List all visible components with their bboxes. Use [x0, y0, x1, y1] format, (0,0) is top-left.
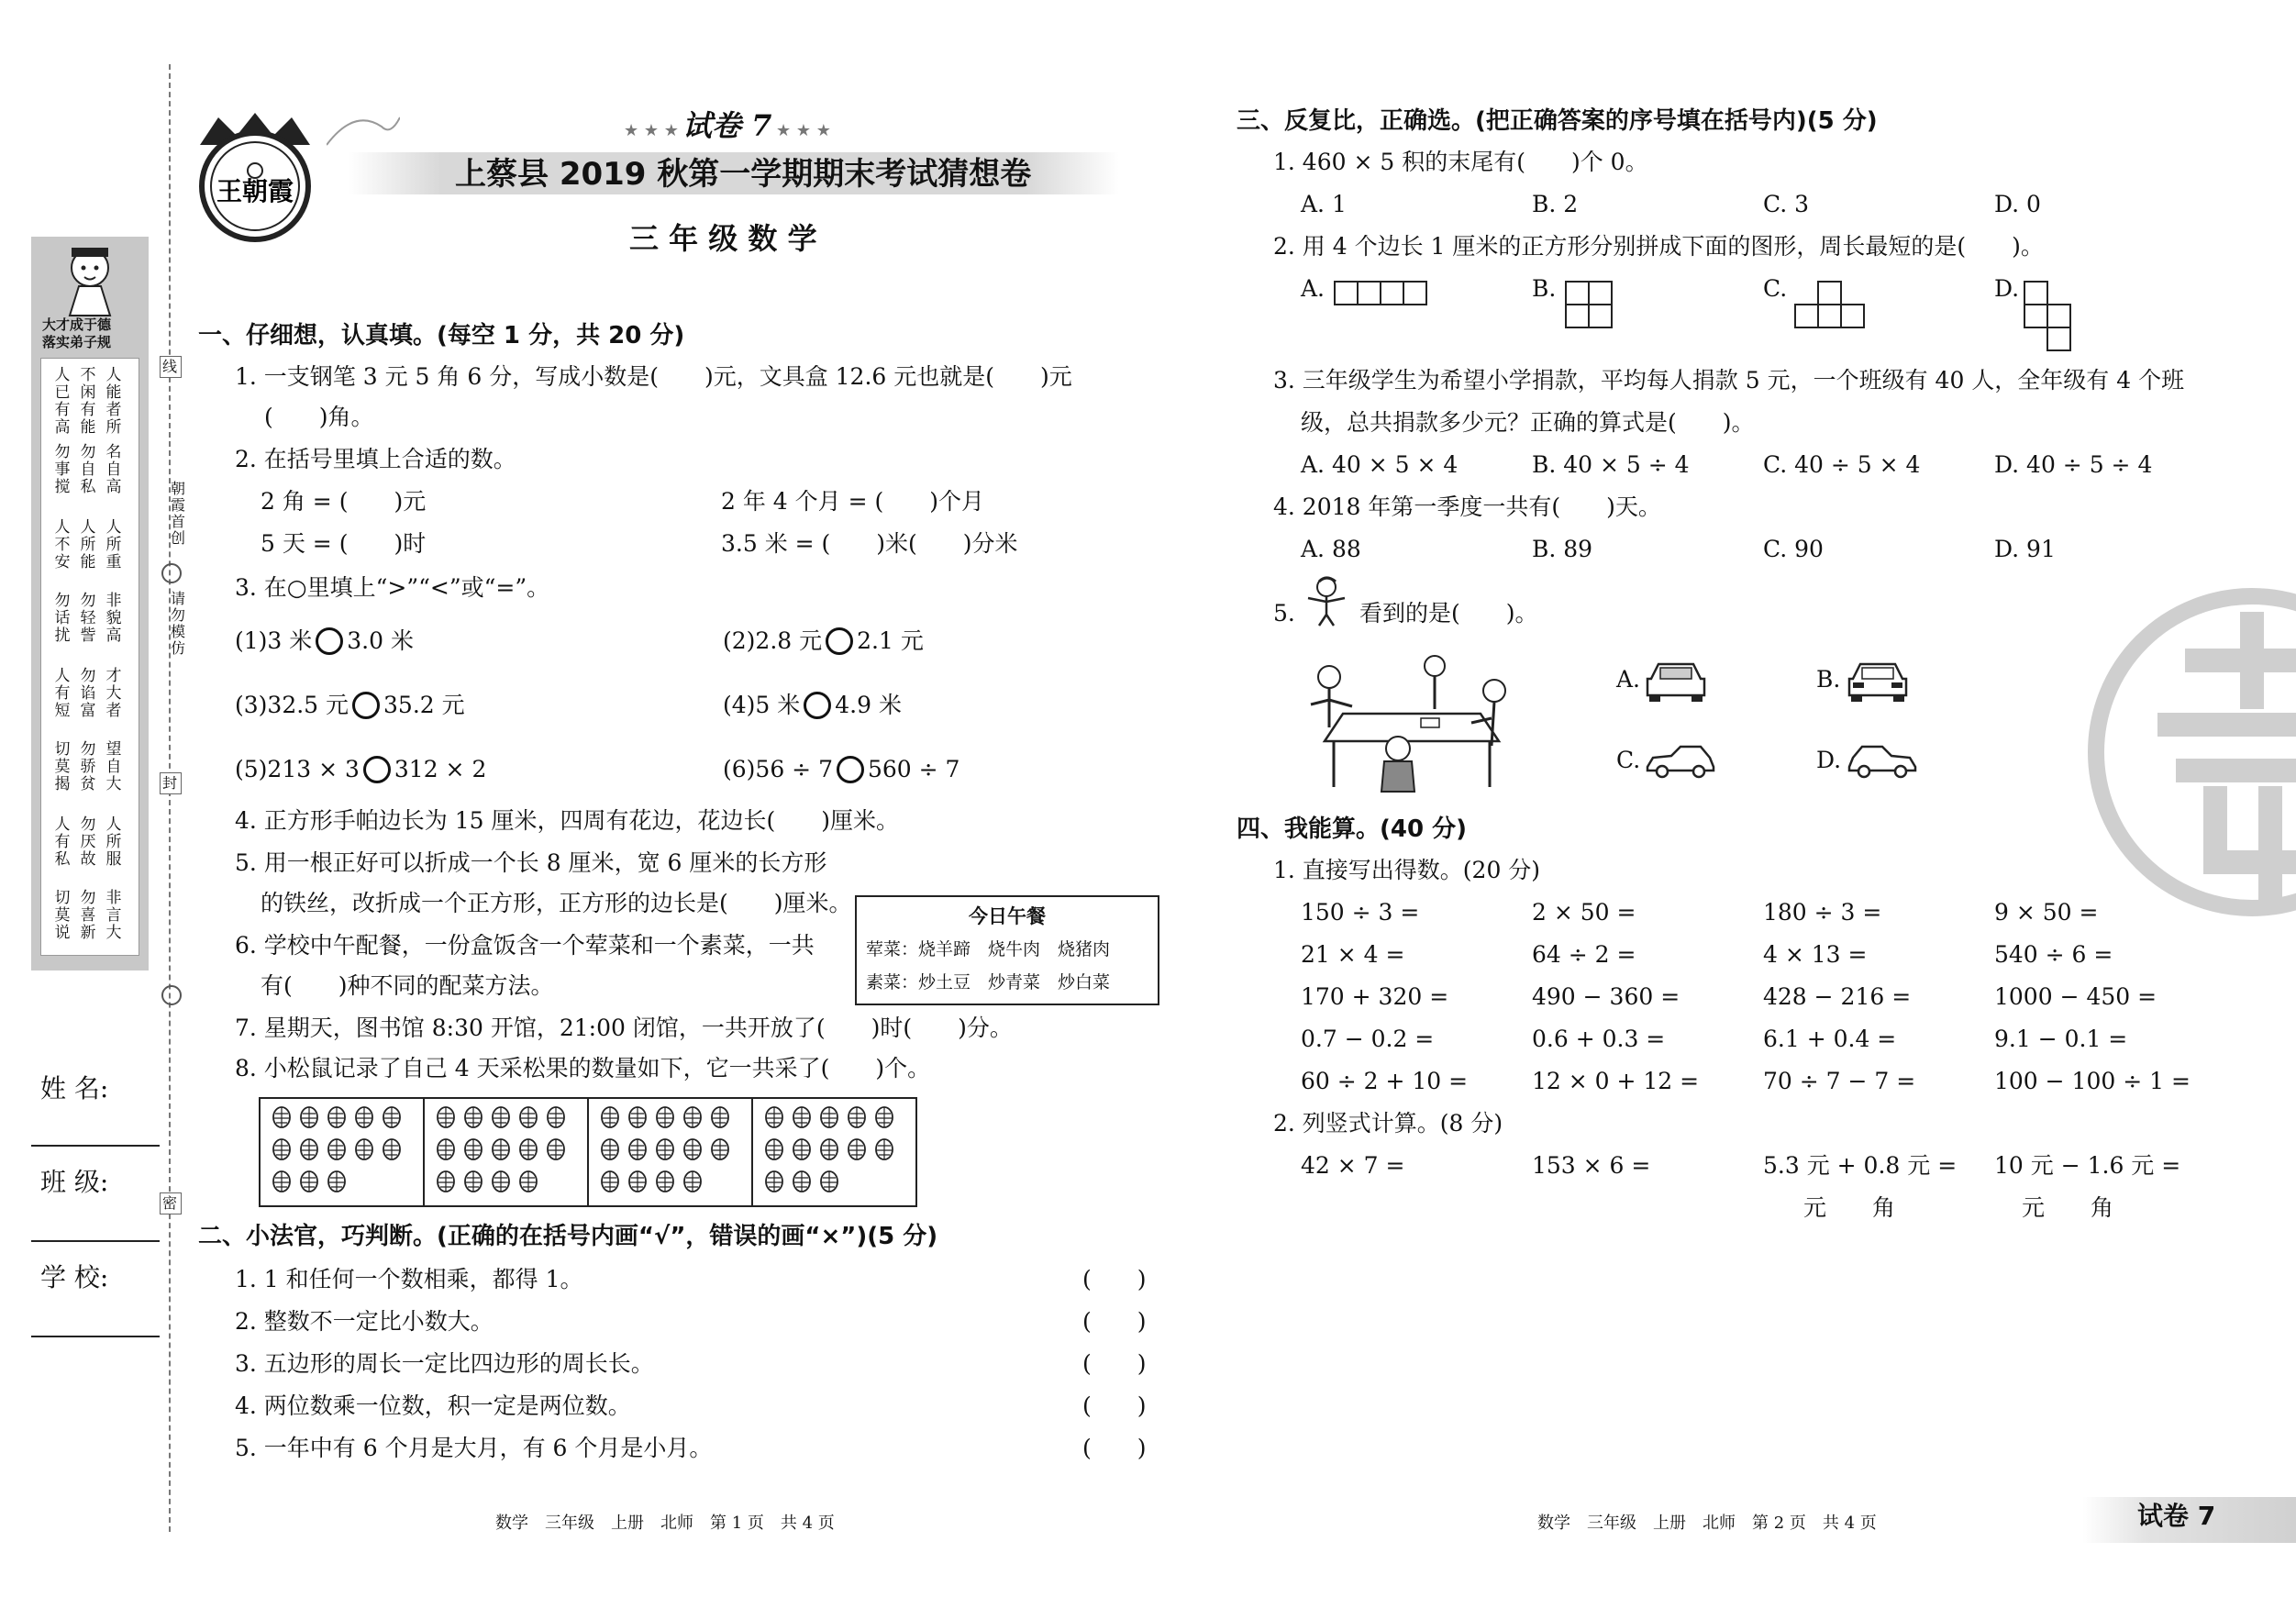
q2-item-a: 2 角 = ( )元 — [261, 488, 427, 515]
s3-q5-opt-a[interactable]: A. — [1616, 666, 1641, 693]
pinecone-icon — [272, 1137, 292, 1160]
s3-q1-opt-b[interactable]: B. 2 — [1532, 191, 1579, 217]
motto-col: 人所能 — [80, 518, 96, 571]
calc-item: 60 ÷ 2 + 10 = — [1301, 1068, 1469, 1094]
binding-label-secret: 密 — [160, 1192, 182, 1214]
motto-col: 才大者 — [105, 667, 122, 720]
s4-sub2: 2. 列竖式计算。(8 分) — [1273, 1110, 1503, 1137]
q3-title: 3. 在○里填上“>”“<”或“=”。 — [235, 574, 550, 601]
pinecone-day — [425, 1099, 589, 1205]
judge-answer-5[interactable]: ( ) — [1082, 1435, 1147, 1461]
pinecone-icon — [600, 1104, 620, 1128]
s3-q2-opt-c[interactable]: C. — [1763, 275, 1788, 302]
calc-item: 12 × 0 + 12 = — [1532, 1068, 1700, 1094]
calc-item: 490 − 360 = — [1532, 983, 1680, 1010]
s3-q4-opt-c[interactable]: C. 90 — [1763, 536, 1824, 562]
q6-line2: 有( )种不同的配菜方法。 — [261, 972, 554, 999]
compare-4: (4)5 米 4.9 米 — [723, 692, 902, 718]
footer-left: 数学 三年级 上册 北师 第 1 页 共 4 页 — [495, 1514, 835, 1533]
s3-q5-text: 看到的是( )。 — [1359, 600, 1538, 627]
pinecone-icon — [655, 1104, 675, 1128]
menu-veg-row: 素菜：炒土豆 炒青菜 炒白菜 — [866, 972, 1111, 993]
school-label: 学 校: — [40, 1262, 109, 1292]
motto-top-2: 落实弟子规 — [42, 334, 112, 350]
motto-col: 勿厌故 — [80, 815, 96, 869]
s3-q5-opt-b[interactable]: B. — [1816, 666, 1841, 693]
calc-item: 1000 − 450 = — [1994, 983, 2157, 1010]
pinecone-icon — [518, 1169, 538, 1192]
yuan-jiao-answer[interactable]: 元 角 — [2022, 1194, 2114, 1221]
binding-label-line: 线 — [160, 356, 182, 378]
compare-5: (5)213 × 3 312 × 2 — [235, 756, 487, 782]
menu-meat-row: 荤菜：烧羊蹄 烧牛肉 烧猪肉 — [866, 939, 1111, 959]
pinecone-icon — [382, 1137, 402, 1160]
menu-title: 今日午餐 — [969, 905, 1046, 927]
school-input-line[interactable] — [31, 1336, 160, 1337]
car-rear-view-icon — [1846, 660, 1910, 703]
motto-col: 人不安 — [54, 518, 71, 571]
judge-item-3: 3. 五边形的周长一定比四边形的周长长。 — [235, 1350, 654, 1377]
pinecone-icon — [518, 1137, 538, 1160]
vertical-calc: 42 × 7 = — [1301, 1152, 1405, 1179]
pinecone-icon — [491, 1137, 511, 1160]
compare-1: (1)3 米 3.0 米 — [235, 627, 414, 654]
pinecone-icon — [463, 1137, 483, 1160]
pinecone-icon — [710, 1137, 730, 1160]
compare-circle[interactable] — [837, 756, 864, 783]
s3-q3-opt-d[interactable]: D. 40 ÷ 5 ÷ 4 — [1994, 451, 2153, 478]
judge-answer-3[interactable]: ( ) — [1082, 1350, 1147, 1377]
s3-q5-number: 5. — [1273, 600, 1295, 627]
judge-item-4: 4. 两位数乘一位数，积一定是两位数。 — [235, 1392, 631, 1419]
s3-q1-opt-c[interactable]: C. 3 — [1763, 191, 1810, 217]
s3-q2: 2. 用 4 个边长 1 厘米的正方形分别拼成下面的图形，周长最短的是( )。 — [1273, 233, 2044, 260]
q2-title: 2. 在括号里填上合适的数。 — [235, 446, 516, 472]
pinecone-icon — [354, 1137, 374, 1160]
s3-q3-opt-a[interactable]: A. 40 × 5 × 4 — [1301, 451, 1459, 478]
star-decoration: ★ ★ ★ — [776, 121, 831, 140]
calc-item: 70 ÷ 7 − 7 = — [1763, 1068, 1916, 1094]
s3-q2-opt-a[interactable]: A. — [1301, 275, 1325, 302]
pinecone-icon — [819, 1137, 839, 1160]
svg-text:王朝霞: 王朝霞 — [216, 176, 294, 206]
pinecone-icon — [272, 1169, 292, 1192]
calc-item: 180 ÷ 3 = — [1763, 899, 1882, 926]
car-front-view-icon — [1644, 660, 1708, 703]
calc-item: 2 × 50 = — [1532, 899, 1636, 926]
q8-text: 8. 小松鼠记录了自己 4 天采松果的数量如下，它一共采了( )个。 — [235, 1055, 931, 1081]
motto-col: 人所重 — [105, 518, 122, 571]
motto-col: 人已有高 — [54, 366, 71, 437]
pinecone-icon — [874, 1104, 894, 1128]
motto-col: 勿喜新 — [80, 889, 96, 942]
s3-q1-opt-d[interactable]: D. 0 — [1994, 191, 2041, 217]
s3-q5-opt-d[interactable]: D. — [1816, 747, 1842, 773]
pinecone-icon — [463, 1104, 483, 1128]
pinecone-icon — [327, 1169, 347, 1192]
motto-col: 勿骄贫 — [80, 740, 96, 793]
swirl-icon — [161, 985, 182, 1005]
pinecone-icon — [382, 1104, 402, 1128]
class-label: 班 级: — [40, 1167, 109, 1197]
pinecone-icon — [655, 1137, 675, 1160]
q1-line2: ( )角。 — [264, 404, 374, 430]
binding-label-seal: 封 — [160, 772, 182, 794]
pinecone-icon — [764, 1104, 784, 1128]
judge-item-5: 5. 一年中有 6 个月是大月，有 6 个月是小月。 — [235, 1435, 713, 1461]
motto-col: 勿谄富 — [80, 667, 96, 720]
pinecone-icon — [546, 1137, 566, 1160]
motto-col: 非貌高 — [105, 592, 122, 645]
q4-text: 4. 正方形手帕边长为 15 厘米，四周有花边，花边长( )厘米。 — [235, 807, 900, 834]
exam-tag: 试卷 7 — [682, 108, 772, 143]
ribbon-decoration — [327, 108, 400, 154]
pinecone-icon — [627, 1137, 648, 1160]
q5-line2: 的铁丝，改折成一个正方形，正方形的边长是( )厘米。 — [261, 890, 852, 916]
judge-answer-4[interactable]: ( ) — [1082, 1392, 1147, 1419]
pinecone-icon — [764, 1137, 784, 1160]
motto-col: 不闲有能 — [80, 366, 96, 437]
calc-item: 9 × 50 = — [1994, 899, 2099, 926]
pinecone-icon — [792, 1169, 812, 1192]
pinecone-icon — [272, 1104, 292, 1128]
exam-title: 上蔡县 2019 秋第一学期期末考试猜想卷 — [455, 156, 1032, 193]
compare-2: (2)2.8 元 2.1 元 — [723, 627, 924, 654]
pinecone-icon — [327, 1137, 347, 1160]
q2-item-b: 2 年 4 个月 = ( )个月 — [721, 488, 985, 515]
pinecone-icon — [792, 1137, 812, 1160]
calc-item: 4 × 13 = — [1763, 941, 1868, 968]
motto-col: 切莫说 — [54, 889, 71, 942]
pinecone-icon — [491, 1104, 511, 1128]
s4-sub1: 1. 直接写出得数。(20 分) — [1273, 857, 1541, 883]
secret-seal-watermark — [2087, 587, 2296, 917]
pinecone-icon — [546, 1104, 566, 1128]
vertical-calc: 10 元 − 1.6 元 = — [1994, 1152, 2181, 1179]
pinecone-icon — [655, 1169, 675, 1192]
section-2-title: 二、小法官，巧判断。(正确的在括号内画“√”，错误的画“×”)(5 分) — [198, 1223, 938, 1250]
pinecone-icon — [299, 1104, 319, 1128]
children-table-illustration — [1297, 640, 1526, 805]
s3-q4-opt-b[interactable]: B. 89 — [1532, 536, 1593, 562]
s3-q2-opt-b[interactable]: B. — [1532, 275, 1557, 302]
compare-circle[interactable] — [363, 756, 391, 783]
motto-col: 勿轻訾 — [80, 592, 96, 645]
car-side-left-icon — [1644, 743, 1717, 780]
q2-item-d: 3.5 米 = ( )米( )分米 — [721, 530, 1018, 557]
judge-item-2: 2. 整数不一定比小数大。 — [235, 1308, 494, 1335]
binding-label-brand: 朝霞首创 — [171, 480, 186, 547]
girl-viewer-icon — [1299, 574, 1354, 627]
motto-col: 人能者所 — [105, 366, 122, 437]
calc-item: 64 ÷ 2 = — [1532, 941, 1636, 968]
pinecone-icon — [627, 1169, 648, 1192]
pinecone-icon — [518, 1104, 538, 1128]
pinecone-icon — [710, 1104, 730, 1128]
q6-line1: 6. 学校中午配餐，一份盒饭含一个荤菜和一个素菜，一共 — [235, 932, 815, 959]
pinecone-icon — [847, 1104, 867, 1128]
pinecone-icon — [600, 1137, 620, 1160]
motto-col: 勿事搅 — [54, 443, 71, 496]
compare-circle[interactable] — [352, 692, 380, 719]
motto-col: 勿自私 — [80, 443, 96, 496]
binding-line — [169, 64, 171, 1532]
q2-item-c: 5 天 = ( )时 — [261, 530, 427, 557]
judge-answer-2[interactable]: ( ) — [1082, 1308, 1147, 1335]
pinecone-icon — [299, 1169, 319, 1192]
section-3-title: 三、反复比，正确选。(把正确答案的序号填在括号内)(5 分) — [1237, 107, 1878, 135]
brand-logo — [182, 108, 328, 246]
yuan-jiao-answer[interactable]: 元 角 — [1803, 1194, 1896, 1221]
binding-label-warning: 请勿模仿 — [171, 590, 186, 657]
pinecone-icon — [491, 1169, 511, 1192]
q1-line1: 1. 一支钢笔 3 元 5 角 6 分，写成小数是( )元，文具盒 12.6 元也就是( )元 — [235, 363, 1072, 390]
pinecone-icon — [874, 1137, 894, 1160]
s3-q5-opt-c[interactable]: C. — [1616, 747, 1641, 773]
pinecone-table — [259, 1097, 917, 1207]
vertical-calc: 5.3 元 + 0.8 元 = — [1763, 1152, 1958, 1179]
name-input-line[interactable] — [31, 1145, 160, 1147]
s3-q3-line2: 级，总共捐款多少元？正确的算式是( )。 — [1301, 409, 1755, 436]
s3-q4-opt-a[interactable]: A. 88 — [1301, 536, 1361, 562]
pinecone-icon — [463, 1169, 483, 1192]
calc-item: 6.1 + 0.4 = — [1763, 1026, 1897, 1052]
q7-text: 7. 星期天，图书馆 8:30 开馆，21:00 闭馆，一共开放了( )时( )分。 — [235, 1015, 1013, 1041]
calc-item: 100 − 100 ÷ 1 = — [1994, 1068, 2191, 1094]
calc-item: 150 ÷ 3 = — [1301, 899, 1420, 926]
pinecone-day — [753, 1099, 915, 1205]
swirl-icon — [161, 563, 182, 583]
pinecone-day — [589, 1099, 753, 1205]
motto-col: 名自高 — [105, 443, 122, 496]
pinecone-icon — [819, 1104, 839, 1128]
compare-6: (6)56 ÷ 7 560 ÷ 7 — [723, 756, 960, 782]
q5-line1: 5. 用一根正好可以折成一个长 8 厘米，宽 6 厘米的长方形 — [235, 849, 827, 876]
calc-item: 428 − 216 = — [1763, 983, 1912, 1010]
footer-right: 数学 三年级 上册 北师 第 2 页 共 4 页 — [1537, 1514, 1877, 1533]
star-decoration: ★ ★ ★ — [624, 121, 679, 140]
pinecone-icon — [682, 1104, 703, 1128]
pinecone-icon — [327, 1104, 347, 1128]
section-4-title: 四、我能算。(40 分) — [1237, 815, 1467, 843]
motto-col: 人有私 — [54, 815, 71, 869]
s3-q3-opt-b[interactable]: B. 40 × 5 ÷ 4 — [1532, 451, 1690, 478]
motto-col: 切莫揭 — [54, 740, 71, 793]
pinecone-icon — [627, 1104, 648, 1128]
motto-col: 勿话扰 — [54, 592, 71, 645]
motto-top-1: 大才成于德 — [42, 316, 112, 333]
pinecone-icon — [436, 1104, 456, 1128]
judge-item-1: 1. 1 和任何一个数相乘，都得 1。 — [235, 1266, 583, 1292]
motto-col: 人有短 — [54, 667, 71, 720]
pinecone-icon — [682, 1169, 703, 1192]
lunch-menu-box — [855, 895, 1159, 1005]
s3-q3-line1: 3. 三年级学生为希望小学捐款，平均每人捐款 5 元，一个班级有 40 人，全年级有 4 个班 — [1273, 367, 2185, 394]
pinecone-icon — [299, 1137, 319, 1160]
s3-q1-opt-a[interactable]: A. 1 — [1301, 191, 1347, 217]
motto-col: 望自大 — [105, 740, 122, 793]
pinecone-icon — [792, 1104, 812, 1128]
pinecone-icon — [764, 1169, 784, 1192]
cartoon-scholar — [51, 240, 128, 317]
s3-q2-opt-d[interactable]: D. — [1994, 275, 2020, 302]
calc-item: 0.7 − 0.2 = — [1301, 1026, 1435, 1052]
pinecone-day — [261, 1099, 425, 1205]
pinecone-icon — [354, 1104, 374, 1128]
class-input-line[interactable] — [31, 1240, 160, 1242]
pinecone-icon — [600, 1169, 620, 1192]
compare-3: (3)32.5 元 35.2 元 — [235, 692, 465, 718]
motto-col: 非言大 — [105, 889, 122, 942]
page-tab-label: 试卷 7 — [2137, 1501, 2216, 1531]
compare-circle[interactable] — [804, 692, 831, 719]
section-1-title: 一、仔细想，认真填。(每空 1 分，共 20 分) — [198, 322, 685, 349]
s3-q4-opt-d[interactable]: D. 91 — [1994, 536, 2056, 562]
calc-item: 0.6 + 0.3 = — [1532, 1026, 1666, 1052]
s3-q1: 1. 460 × 5 积的末尾有( )个 0。 — [1273, 149, 1648, 175]
calc-item: 170 + 320 = — [1301, 983, 1449, 1010]
name-label: 姓 名: — [40, 1073, 109, 1103]
pinecone-icon — [819, 1169, 839, 1192]
calc-item: 9.1 − 0.1 = — [1994, 1026, 2128, 1052]
exam-subject: 三 年 级 数 学 — [629, 221, 817, 256]
s3-q4: 4. 2018 年第一季度一共有( )天。 — [1273, 494, 1661, 520]
pinecone-icon — [436, 1169, 456, 1192]
motto-col: 人所服 — [105, 815, 122, 869]
pinecone-icon — [436, 1137, 456, 1160]
pinecone-icon — [847, 1137, 867, 1160]
judge-answer-1[interactable]: ( ) — [1082, 1266, 1147, 1292]
calc-item: 21 × 4 = — [1301, 941, 1405, 968]
calc-item: 540 ÷ 6 = — [1994, 941, 2113, 968]
car-side-right-icon — [1846, 743, 1919, 780]
compare-circle[interactable] — [826, 627, 853, 655]
compare-circle[interactable] — [316, 627, 343, 655]
vertical-calc: 153 × 6 = — [1532, 1152, 1651, 1179]
s3-q3-opt-c[interactable]: C. 40 ÷ 5 × 4 — [1763, 451, 1921, 478]
pinecone-icon — [682, 1137, 703, 1160]
